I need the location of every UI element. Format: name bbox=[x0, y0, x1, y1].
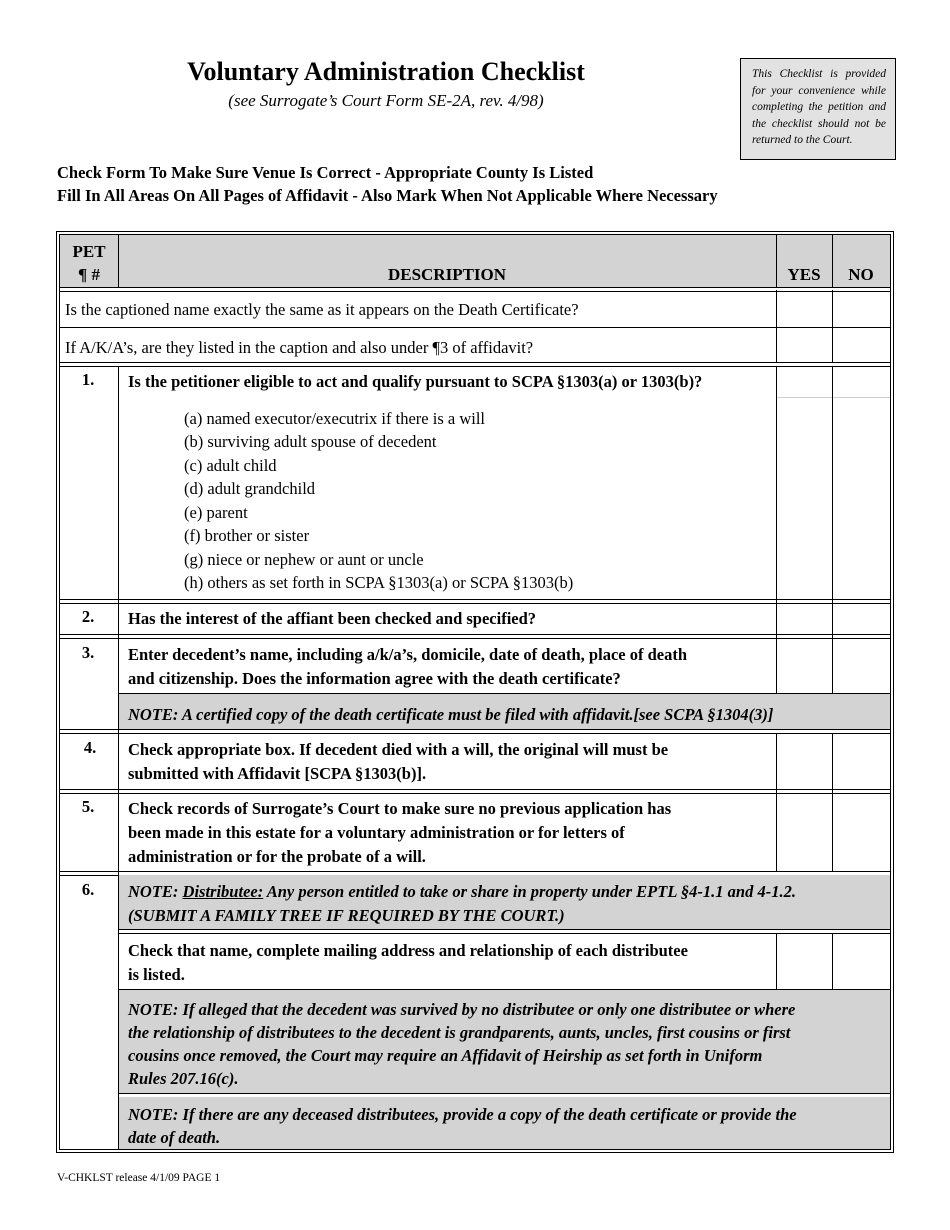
check-aka-listed: If A/K/A’s, are they listed in the caption and also under ¶3 of affidavit? bbox=[65, 338, 534, 357]
column-header-pet: PET bbox=[72, 242, 106, 261]
item-5-line-1: Check records of Surrogate’s Court to make sure no previous application has bbox=[128, 799, 672, 818]
item-number-1: 1. bbox=[81, 370, 95, 389]
eligibility-option: (d) adult grandchild bbox=[184, 479, 316, 498]
yes-box-item1[interactable] bbox=[777, 366, 832, 397]
item-number-4: 4. bbox=[83, 738, 97, 757]
item-3-line-2: and citizenship. Does the information agree with the death certificate? bbox=[128, 669, 621, 688]
eligibility-option: (c) adult child bbox=[184, 456, 277, 475]
eligibility-option: (f) brother or sister bbox=[184, 526, 310, 545]
item-6-check-line-2: is listed. bbox=[128, 965, 185, 984]
item-number-3: 3. bbox=[81, 643, 95, 662]
yes-box-item5[interactable] bbox=[777, 793, 832, 871]
no-box-item1[interactable] bbox=[833, 366, 890, 397]
page-subtitle: (see Surrogate’s Court Form SE-2A, rev. 4/98) bbox=[228, 91, 544, 110]
notice-box: This Checklist is provided for your convenience while completing the petition and the checklist should not be returned to the Court. bbox=[740, 58, 896, 160]
eligibility-option: (g) niece or nephew or aunt or uncle bbox=[184, 550, 424, 569]
column-header-paragraph: ¶ # bbox=[78, 265, 100, 284]
item-6-distributee-note-line-2: (SUBMIT A FAMILY TREE IF REQUIRED BY THE COURT.) bbox=[128, 906, 565, 925]
column-header-description: DESCRIPTION bbox=[387, 265, 507, 284]
no-box-item5[interactable] bbox=[833, 793, 890, 871]
no-box-item6[interactable] bbox=[833, 933, 890, 989]
item-3-line-1: Enter decedent’s name, including a/k/a’s, domicile, date of death, place of death bbox=[128, 645, 688, 664]
item-number-6: 6. bbox=[81, 880, 95, 899]
eligibility-option: (h) others as set forth in SCPA §1303(a) or SCPA §1303(b) bbox=[184, 573, 574, 592]
item-4-line-2: submitted with Affidavit [SCPA §1303(b)]. bbox=[128, 764, 427, 783]
item-1-question: Is the petitioner eligible to act and qualify pursuant to SCPA §1303(a) or 1303(b)? bbox=[128, 372, 703, 391]
item-6-deceased-note-line: date of death. bbox=[128, 1128, 221, 1147]
yes-box-pre2[interactable] bbox=[777, 328, 832, 362]
yes-box-pre1[interactable] bbox=[777, 291, 832, 327]
column-header-yes: YES bbox=[787, 265, 821, 284]
item-6-check-line-1: Check that name, complete mailing address and relationship of each distributee bbox=[128, 941, 688, 960]
instruction-fill-all: Fill In All Areas On All Pages of Affidavit - Also Mark When Not Applicable Where Necessary bbox=[57, 186, 718, 205]
item-4-line-1: Check appropriate box. If decedent died with a will, the original will must be bbox=[128, 740, 669, 759]
no-box-pre2[interactable] bbox=[833, 328, 890, 362]
eligibility-option: (b) surviving adult spouse of decedent bbox=[184, 432, 437, 451]
item-6-distributee-note-line-1: NOTE: Distributee: Any person entitled to take or share in property under EPTL §4-1.1 and 4-1.2. bbox=[128, 882, 796, 901]
no-box-item2[interactable] bbox=[833, 603, 890, 634]
no-box-item4[interactable] bbox=[833, 734, 890, 789]
item-2-question: Has the interest of the affiant been checked and specified? bbox=[128, 609, 537, 628]
footer-release: V-CHKLST release 4/1/09 PAGE 1 bbox=[57, 1172, 221, 1184]
item-5-line-2: been made in this estate for a voluntary administration or for letters of bbox=[128, 823, 625, 842]
item-6-heirship-note-line: NOTE: If alleged that the decedent was survived by no distributee or only one distributee or where bbox=[128, 1000, 796, 1019]
item-6-heirship-note-line: Rules 207.16(c). bbox=[128, 1069, 239, 1088]
yes-box-item2[interactable] bbox=[777, 603, 832, 634]
yes-box-item6[interactable] bbox=[777, 933, 832, 989]
item-6-heirship-note-line: cousins once removed, the Court may require an Affidavit of Heirship as set forth in Uniform bbox=[128, 1046, 763, 1065]
eligibility-option: (e) parent bbox=[184, 503, 248, 522]
no-box-item3[interactable] bbox=[833, 638, 890, 693]
item-3-note: NOTE: A certified copy of the death certificate must be filed with affidavit.[see SCPA §1304(3)] bbox=[128, 705, 774, 724]
yes-box-item3[interactable] bbox=[777, 638, 832, 693]
instruction-venue: Check Form To Make Sure Venue Is Correct - Appropriate County Is Listed bbox=[57, 163, 594, 182]
item-number-5: 5. bbox=[81, 797, 95, 816]
yes-box-item4[interactable] bbox=[777, 734, 832, 789]
page-title: Voluntary Administration Checklist bbox=[187, 57, 585, 86]
item-5-line-3: administration or for the probate of a will. bbox=[128, 847, 426, 866]
column-header-no: NO bbox=[848, 265, 874, 284]
check-caption-name: Is the captioned name exactly the same as it appears on the Death Certificate? bbox=[65, 300, 579, 319]
item-6-deceased-note-line: NOTE: If there are any deceased distributees, provide a copy of the death certificate or provide the bbox=[128, 1105, 797, 1124]
eligibility-option: (a) named executor/executrix if there is a will bbox=[184, 409, 485, 428]
item-6-heirship-note-line: the relationship of distributees to the decedent is grandparents, aunts, uncles, first cousins or first bbox=[128, 1023, 791, 1042]
item-number-2: 2. bbox=[81, 607, 95, 626]
no-box-pre1[interactable] bbox=[833, 291, 890, 327]
